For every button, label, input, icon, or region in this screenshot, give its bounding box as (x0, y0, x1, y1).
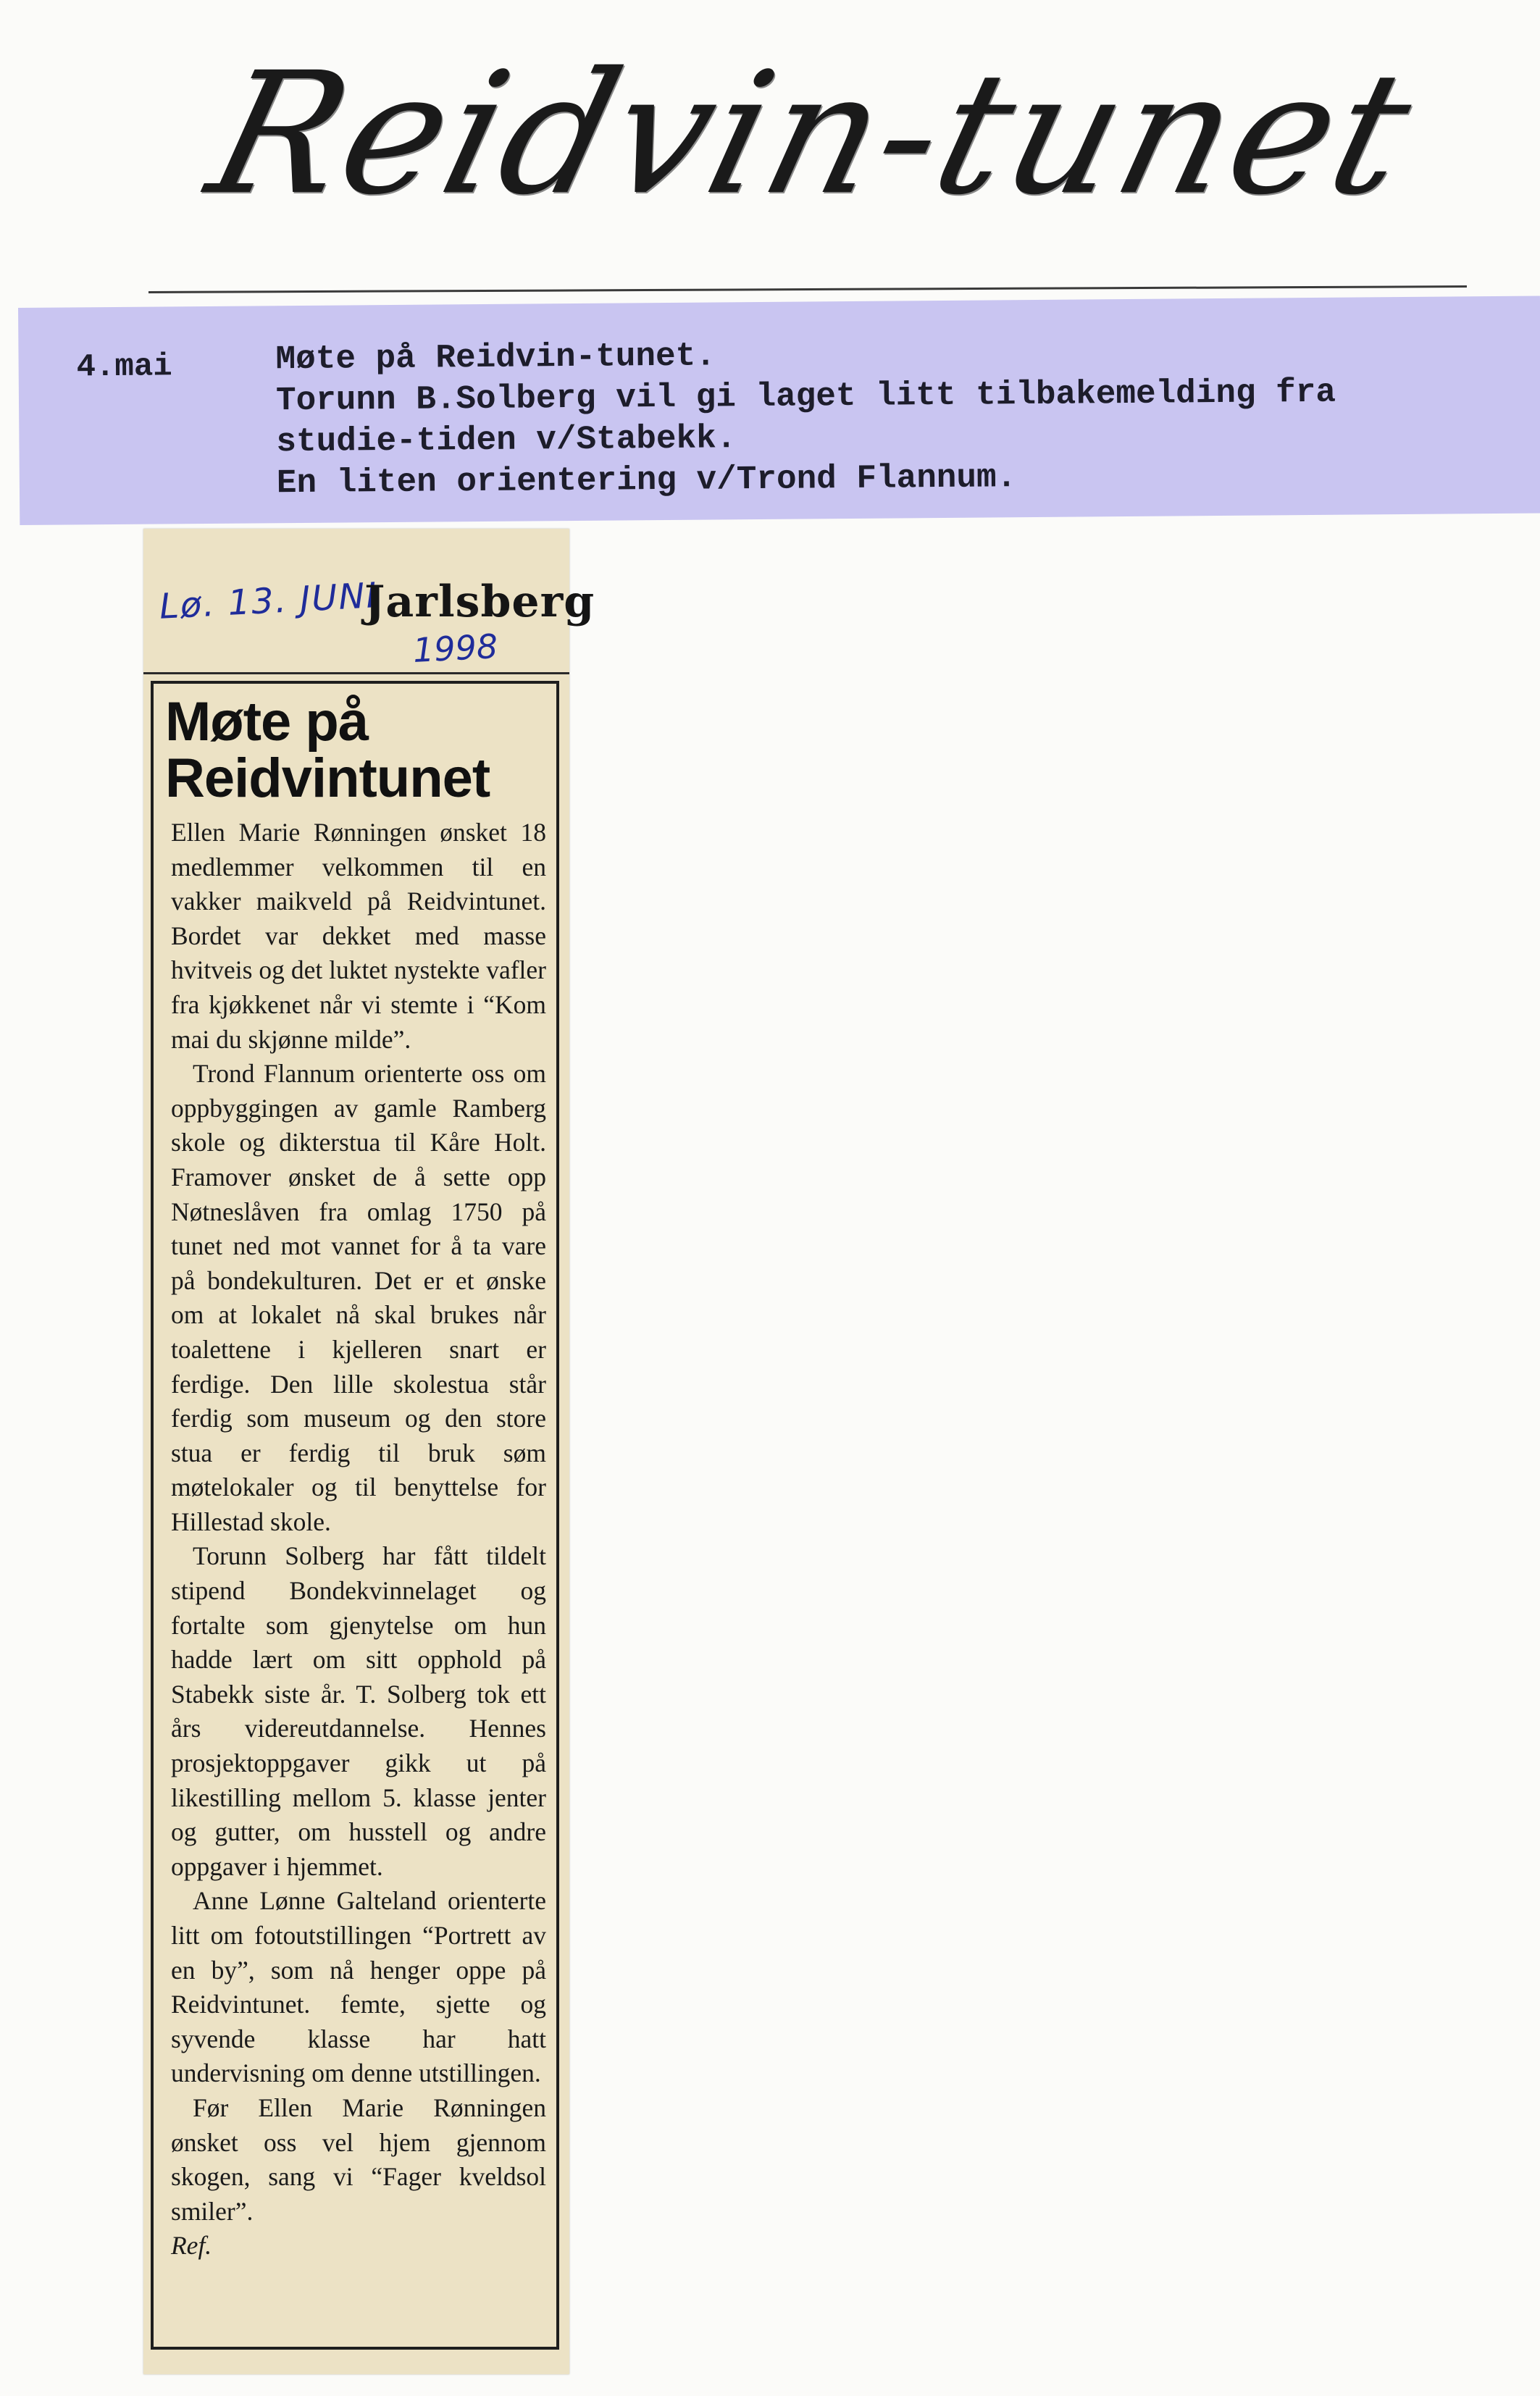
article-title-line: Møte på (165, 691, 369, 753)
newspaper-clipping (143, 529, 595, 2374)
entry-line: Møte på Reidvin-tunet. (275, 337, 716, 379)
article-paragraph: Ellen Marie Rønningen ønsket 18 medlemmer velkommen til en vakker maikveld på Reidvintunet. Bordet var dekket med masse hvitveis og det luktet nystekte vafler fra kjøkkenet når vi stemte i “Kom mai du skjønne milde”. (171, 818, 546, 1054)
article-title-line: Reidvintunet (165, 747, 490, 809)
entry-line: studie-tiden v/Stabekk. (276, 419, 737, 461)
heading-divider (148, 285, 1467, 293)
entry-line: En liten orientering v/Trond Flannum. (276, 458, 1017, 503)
article-body (171, 816, 546, 2263)
typewritten-entry-strip (18, 296, 1540, 524)
article-paragraph: Torunn Solberg har fått tildelt stipend Bondekvinnelaget og fortalte som gjenytelse om hun hadde lært om sitt opphold på Stabekk siste år. T. Solberg tok ett års videreutdannelse. Hennes prosjektoppgaver gikk ut på likestilling mellom 5. klasse jenter og gutter, om husstell og andre oppgaver i hjemmet. (171, 1541, 546, 1881)
article-title (165, 691, 556, 809)
newspaper-masthead: Jarlsberg (364, 577, 595, 627)
article-paragraph: Før Ellen Marie Rønningen ønsket oss vel hjem gjennom skogen, sang vi “Fager kveldsol smiler”. (171, 2093, 546, 2226)
article-box (151, 681, 559, 2350)
article-paragraph: Trond Flannum orienterte oss om oppbyggingen av gamle Ramberg skole og dikterstua til Kåre Holt. Framover ønsket de å sette opp Nøtneslåven fra omlag 1750 på tunet ned mot vannet for å ta vare på bondekulturen. Det er et ønske om at lokalet nå skal brukes når toalettene i kjelleren snart er ferdige. Den lille skolestua står ferdig som museum og den store stua er ferdig til bruk søm møtelokaler og til benyttelse for Hillestad skole. (171, 1059, 546, 1536)
article-signoff: Ref. (171, 2231, 212, 2261)
handwritten-year: 1998 (411, 626, 499, 671)
entry-date: 4.mai (76, 348, 172, 386)
page-heading: Reidvin-tunet (193, 36, 1432, 232)
entry-line: Torunn B.Solberg vil gi laget litt tilbakemelding fra (275, 373, 1336, 420)
article-paragraph: Anne Lønne Galteland orienterte litt om fotoutstillingen “Portrett av en by”, som nå henger oppe på Reidvintunet. femte, sjette og syvende klasse har hatt undervisning om denne utstillingen. (171, 1886, 546, 2088)
clipping-rule (143, 672, 569, 674)
handwritten-date: Lø. 13. JUNI (158, 575, 379, 627)
entry-text (275, 331, 1336, 504)
